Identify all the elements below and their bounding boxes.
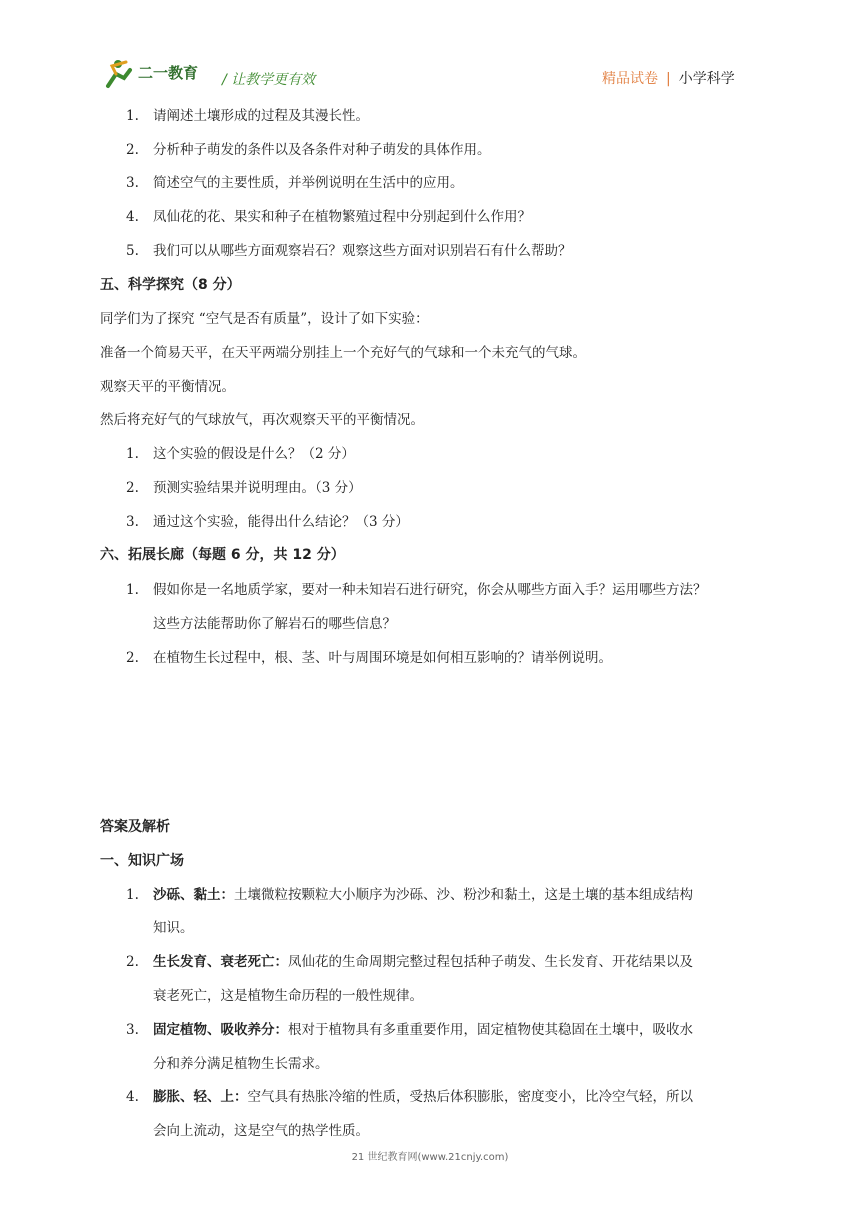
answers-title: 答案及解析 (100, 819, 170, 835)
page-header (0, 0, 860, 100)
paragraph: 观察天平的平衡情况。 (100, 379, 235, 395)
header-category: 精品试卷 (602, 71, 658, 87)
header-separator: | (666, 71, 671, 87)
logo-text: 二一教育 (138, 64, 199, 82)
section-title: 五、科学探究（8 分） (100, 277, 241, 293)
section-title: 六、拓展长廊（每题 6 分，共 12 分） (100, 547, 345, 563)
paragraph: 同学们为了探究 “空气是否有质量”，设计了如下实验： (100, 311, 429, 327)
header-subject: 小学科学 (678, 71, 735, 87)
paragraph: 然后将充好气的气球放气，再次观察天平的平衡情况。 (100, 412, 424, 428)
slogan: / 让教学更有效 (222, 72, 316, 88)
logo (104, 56, 212, 92)
header-right (602, 68, 735, 88)
page-footer: 21 世纪教育网(www.21cnjy.com) (351, 1152, 509, 1163)
paragraph: 准备一个简易天平，在天平两端分别挂上一个充好气的气球和一个未充气的气球。 (100, 345, 586, 361)
runner-logo-icon (104, 56, 212, 92)
section-title: 一、知识广场 (100, 853, 184, 869)
